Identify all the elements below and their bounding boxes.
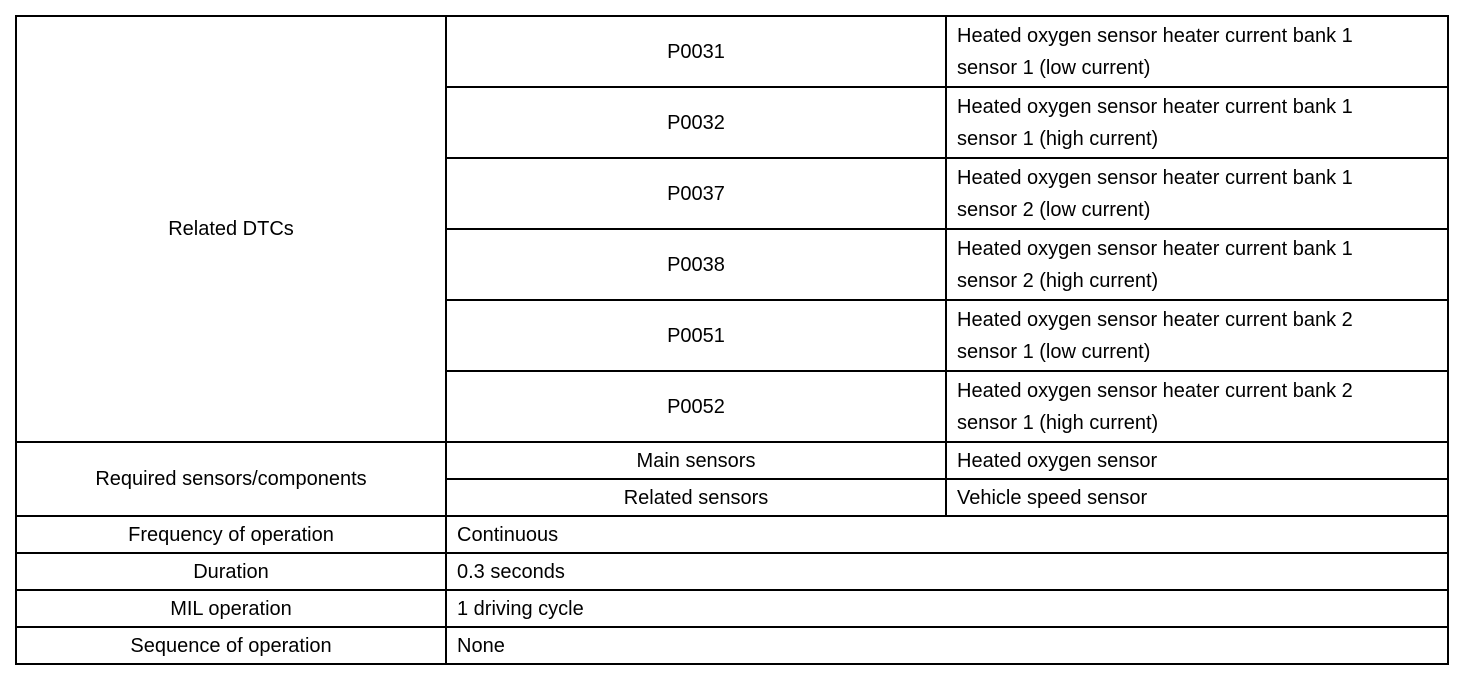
frequency-value: Continuous <box>446 516 1448 553</box>
main-sensors-label: Main sensors <box>446 442 946 479</box>
dtc-code: P0052 <box>446 371 946 442</box>
dtc-description <box>946 229 1448 300</box>
table-row <box>16 16 1448 87</box>
sequence-value: None <box>446 627 1448 664</box>
dtc-description-line: sensor 1 (low current) <box>957 340 1151 363</box>
dtc-description <box>946 300 1448 371</box>
dtc-description-line: Heated oxygen sensor heater current bank 2 <box>957 308 1353 331</box>
sequence-label: Sequence of operation <box>16 627 446 664</box>
main-sensors-value: Heated oxygen sensor <box>946 442 1448 479</box>
dtc-description-line: Heated oxygen sensor heater current bank 1 <box>957 24 1353 47</box>
duration-label: Duration <box>16 553 446 590</box>
frequency-label: Frequency of operation <box>16 516 446 553</box>
mil-operation-label: MIL operation <box>16 590 446 627</box>
dtc-description-line: sensor 2 (high current) <box>957 269 1159 292</box>
dtc-description <box>946 158 1448 229</box>
dtc-description <box>946 16 1448 87</box>
dtc-description-line: sensor 1 (high current) <box>957 127 1159 150</box>
dtc-description-line: sensor 1 (low current) <box>957 56 1151 79</box>
dtc-description-line: sensor 2 (low current) <box>957 198 1151 221</box>
table-row <box>16 590 1448 627</box>
dtc-spec-table <box>15 15 1449 665</box>
duration-value: 0.3 seconds <box>446 553 1448 590</box>
dtc-description <box>946 87 1448 158</box>
table-row <box>16 516 1448 553</box>
table-row <box>16 442 1448 479</box>
dtc-description-line: Heated oxygen sensor heater current bank 1 <box>957 95 1353 118</box>
required-sensors-label: Required sensors/components <box>16 442 446 516</box>
dtc-description <box>946 371 1448 442</box>
mil-operation-value: 1 driving cycle <box>446 590 1448 627</box>
dtc-description-line: Heated oxygen sensor heater current bank 1 <box>957 237 1353 260</box>
table-row <box>16 553 1448 590</box>
dtc-code: P0051 <box>446 300 946 371</box>
related-sensors-value: Vehicle speed sensor <box>946 479 1448 516</box>
dtc-description-line: sensor 1 (high current) <box>957 411 1159 434</box>
dtc-code: P0031 <box>446 16 946 87</box>
dtc-code: P0032 <box>446 87 946 158</box>
dtc-code: P0037 <box>446 158 946 229</box>
table-row <box>16 627 1448 664</box>
related-dtcs-label: Related DTCs <box>16 16 446 442</box>
dtc-description-line: Heated oxygen sensor heater current bank 1 <box>957 166 1353 189</box>
dtc-description-line: Heated oxygen sensor heater current bank 2 <box>957 379 1353 402</box>
related-sensors-label: Related sensors <box>446 479 946 516</box>
dtc-code: P0038 <box>446 229 946 300</box>
